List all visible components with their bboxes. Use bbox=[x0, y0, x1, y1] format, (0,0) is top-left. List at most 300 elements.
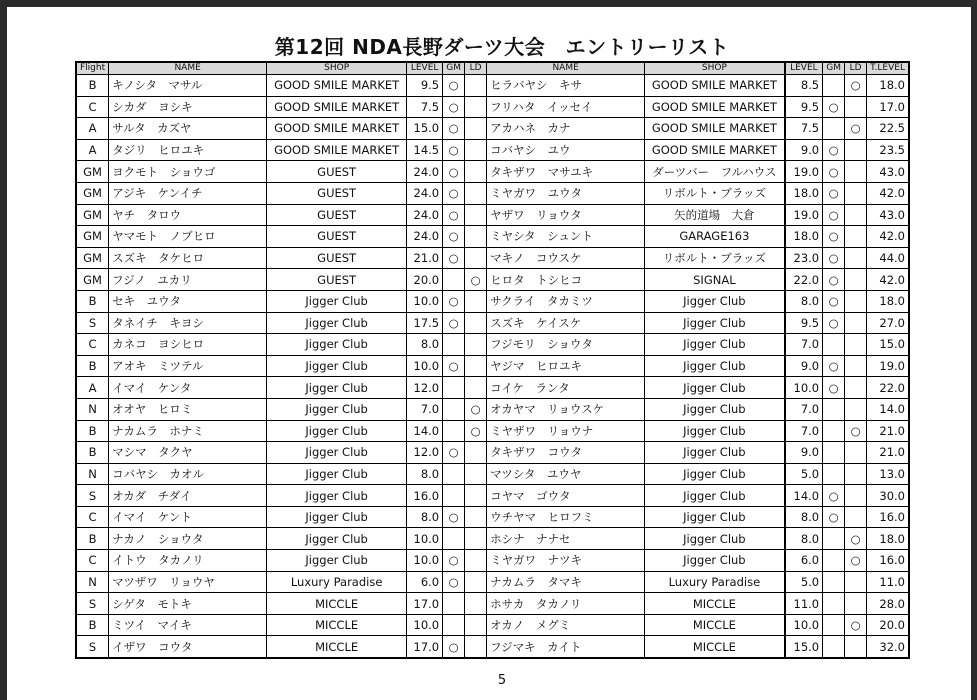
cell-tlevel: 42.0 bbox=[867, 226, 909, 248]
cell-name: マシマ タクヤ bbox=[109, 442, 267, 464]
cell-name2: ミヤガワ ユウタ bbox=[487, 182, 645, 204]
cell-shop2: Jigger Club bbox=[645, 334, 785, 356]
table-row bbox=[76, 593, 909, 615]
cell-tlevel: 13.0 bbox=[867, 463, 909, 485]
cell-tlevel: 22.5 bbox=[867, 118, 909, 140]
cell-gm: ○ bbox=[443, 636, 465, 658]
cell-flight: S bbox=[76, 593, 109, 615]
cell-name: サルタ カズヤ bbox=[109, 118, 267, 140]
cell-level: 15.0 bbox=[407, 118, 443, 140]
cell-name2: アカハネ カナ bbox=[487, 118, 645, 140]
cell-gm2: ○ bbox=[823, 247, 845, 269]
cell-ld2: ○ bbox=[845, 614, 867, 636]
cell-name2: オカノ メグミ bbox=[487, 614, 645, 636]
col-header-gm2: GM bbox=[823, 62, 845, 75]
cell-shop2: Jigger Club bbox=[645, 420, 785, 442]
cell-level2: 9.0 bbox=[785, 355, 823, 377]
cell-gm2 bbox=[823, 442, 845, 464]
cell-name2: ヒロタ トシヒコ bbox=[487, 269, 645, 291]
cell-gm bbox=[443, 528, 465, 550]
cell-ld2: ○ bbox=[845, 118, 867, 140]
cell-level: 14.0 bbox=[407, 420, 443, 442]
cell-name: マツザワ リョウヤ bbox=[109, 571, 267, 593]
cell-shop2: MICCLE bbox=[645, 593, 785, 615]
cell-tlevel: 42.0 bbox=[867, 269, 909, 291]
cell-gm: ○ bbox=[443, 312, 465, 334]
cell-level2: 5.0 bbox=[785, 463, 823, 485]
cell-ld bbox=[465, 550, 487, 572]
cell-shop2: GARAGE163 bbox=[645, 226, 785, 248]
cell-flight: B bbox=[76, 355, 109, 377]
cell-ld bbox=[465, 506, 487, 528]
cell-flight: A bbox=[76, 377, 109, 399]
cell-shop2: Jigger Club bbox=[645, 398, 785, 420]
cell-gm2: ○ bbox=[823, 355, 845, 377]
cell-flight: B bbox=[76, 420, 109, 442]
cell-ld: ○ bbox=[465, 398, 487, 420]
table-row bbox=[76, 226, 909, 248]
cell-ld bbox=[465, 442, 487, 464]
cell-level2: 14.0 bbox=[785, 485, 823, 507]
cell-name2: フリハタ イッセイ bbox=[487, 96, 645, 118]
col-header-shop2: SHOP bbox=[645, 62, 785, 75]
table-row bbox=[76, 506, 909, 528]
col-header-tlevel: T.LEVEL bbox=[867, 62, 909, 75]
cell-name: イマイ ケント bbox=[109, 506, 267, 528]
cell-level2: 10.0 bbox=[785, 377, 823, 399]
cell-gm: ○ bbox=[443, 139, 465, 161]
cell-flight: GM bbox=[76, 247, 109, 269]
cell-shop: Jigger Club bbox=[267, 398, 407, 420]
cell-gm2: ○ bbox=[823, 290, 845, 312]
cell-ld bbox=[465, 355, 487, 377]
cell-gm2 bbox=[823, 420, 845, 442]
cell-name: ヤマモト ノブヒロ bbox=[109, 226, 267, 248]
table-row bbox=[76, 398, 909, 420]
cell-level2: 23.0 bbox=[785, 247, 823, 269]
table-row bbox=[76, 269, 909, 291]
cell-gm2 bbox=[823, 571, 845, 593]
cell-gm: ○ bbox=[443, 204, 465, 226]
cell-tlevel: 16.0 bbox=[867, 506, 909, 528]
cell-tlevel: 16.0 bbox=[867, 550, 909, 572]
cell-flight: A bbox=[76, 118, 109, 140]
cell-ld2 bbox=[845, 485, 867, 507]
cell-gm: ○ bbox=[443, 571, 465, 593]
cell-gm2: ○ bbox=[823, 182, 845, 204]
cell-ld bbox=[465, 161, 487, 183]
table-row bbox=[76, 161, 909, 183]
cell-level: 12.0 bbox=[407, 442, 443, 464]
cell-name: イトウ タカノリ bbox=[109, 550, 267, 572]
cell-gm2 bbox=[823, 118, 845, 140]
cell-ld2 bbox=[845, 334, 867, 356]
cell-shop2: Jigger Club bbox=[645, 463, 785, 485]
cell-level: 12.0 bbox=[407, 377, 443, 399]
cell-gm2: ○ bbox=[823, 139, 845, 161]
cell-ld bbox=[465, 290, 487, 312]
cell-ld: ○ bbox=[465, 420, 487, 442]
cell-name: イマイ ケンタ bbox=[109, 377, 267, 399]
cell-shop: GOOD SMILE MARKET bbox=[267, 139, 407, 161]
cell-level: 9.5 bbox=[407, 75, 443, 97]
cell-name: ナカムラ ホナミ bbox=[109, 420, 267, 442]
cell-tlevel: 14.0 bbox=[867, 398, 909, 420]
cell-level: 24.0 bbox=[407, 204, 443, 226]
cell-tlevel: 15.0 bbox=[867, 334, 909, 356]
cell-tlevel: 23.5 bbox=[867, 139, 909, 161]
cell-level: 8.0 bbox=[407, 463, 443, 485]
cell-shop2: MICCLE bbox=[645, 636, 785, 658]
cell-flight: B bbox=[76, 75, 109, 97]
cell-shop2: MICCLE bbox=[645, 614, 785, 636]
table-row bbox=[76, 204, 909, 226]
cell-level: 24.0 bbox=[407, 161, 443, 183]
cell-level2: 7.0 bbox=[785, 420, 823, 442]
cell-shop: Jigger Club bbox=[267, 312, 407, 334]
cell-name2: ヤザワ リョウタ bbox=[487, 204, 645, 226]
table-row bbox=[76, 614, 909, 636]
cell-shop2: ダーツバー フルハウス bbox=[645, 161, 785, 183]
cell-name: タネイチ キヨシ bbox=[109, 312, 267, 334]
document-page bbox=[7, 7, 971, 700]
cell-gm2: ○ bbox=[823, 312, 845, 334]
cell-tlevel: 42.0 bbox=[867, 182, 909, 204]
cell-level2: 8.0 bbox=[785, 528, 823, 550]
cell-ld2 bbox=[845, 398, 867, 420]
cell-ld2 bbox=[845, 312, 867, 334]
cell-name2: スズキ ケイスケ bbox=[487, 312, 645, 334]
cell-name2: サクライ タカミツ bbox=[487, 290, 645, 312]
cell-name: ヨクモト ショウゴ bbox=[109, 161, 267, 183]
cell-gm2 bbox=[823, 593, 845, 615]
cell-flight: GM bbox=[76, 182, 109, 204]
cell-flight: B bbox=[76, 442, 109, 464]
cell-flight: N bbox=[76, 463, 109, 485]
cell-shop2: リボルト・ブラッズ bbox=[645, 182, 785, 204]
cell-tlevel: 20.0 bbox=[867, 614, 909, 636]
cell-level: 24.0 bbox=[407, 226, 443, 248]
cell-level: 7.5 bbox=[407, 96, 443, 118]
cell-ld bbox=[465, 528, 487, 550]
cell-ld2: ○ bbox=[845, 528, 867, 550]
cell-level: 10.0 bbox=[407, 290, 443, 312]
cell-ld bbox=[465, 485, 487, 507]
table-row bbox=[76, 96, 909, 118]
cell-name2: タキザワ コウタ bbox=[487, 442, 645, 464]
col-header-flight: Flight bbox=[76, 62, 109, 75]
cell-ld bbox=[465, 96, 487, 118]
cell-level: 16.0 bbox=[407, 485, 443, 507]
cell-ld bbox=[465, 226, 487, 248]
cell-shop2: Jigger Club bbox=[645, 290, 785, 312]
cell-tlevel: 22.0 bbox=[867, 377, 909, 399]
cell-tlevel: 18.0 bbox=[867, 528, 909, 550]
cell-name: シカダ ヨシキ bbox=[109, 96, 267, 118]
cell-name: ミツイ マイキ bbox=[109, 614, 267, 636]
cell-name: シゲタ モトキ bbox=[109, 593, 267, 615]
cell-level2: 5.0 bbox=[785, 571, 823, 593]
cell-flight: C bbox=[76, 550, 109, 572]
cell-flight: S bbox=[76, 312, 109, 334]
cell-gm2: ○ bbox=[823, 161, 845, 183]
cell-name2: ヤジマ ヒロユキ bbox=[487, 355, 645, 377]
cell-shop2: 矢的道場 大倉 bbox=[645, 204, 785, 226]
cell-name2: フジモリ ショウタ bbox=[487, 334, 645, 356]
cell-name2: ホサカ タカノリ bbox=[487, 593, 645, 615]
cell-flight: GM bbox=[76, 204, 109, 226]
cell-shop: GUEST bbox=[267, 182, 407, 204]
cell-flight: S bbox=[76, 636, 109, 658]
cell-shop: MICCLE bbox=[267, 636, 407, 658]
cell-shop: Jigger Club bbox=[267, 334, 407, 356]
cell-shop: GUEST bbox=[267, 247, 407, 269]
cell-ld2 bbox=[845, 290, 867, 312]
cell-gm: ○ bbox=[443, 182, 465, 204]
cell-name: タジリ ヒロユキ bbox=[109, 139, 267, 161]
table-row bbox=[76, 139, 909, 161]
cell-ld2 bbox=[845, 355, 867, 377]
cell-ld2 bbox=[845, 204, 867, 226]
cell-ld2: ○ bbox=[845, 75, 867, 97]
cell-shop2: Jigger Club bbox=[645, 550, 785, 572]
cell-gm2 bbox=[823, 334, 845, 356]
cell-name: スズキ タケヒロ bbox=[109, 247, 267, 269]
cell-name2: ミヤガワ ナツキ bbox=[487, 550, 645, 572]
cell-level2: 9.0 bbox=[785, 139, 823, 161]
cell-ld2 bbox=[845, 247, 867, 269]
cell-tlevel: 28.0 bbox=[867, 593, 909, 615]
cell-level: 24.0 bbox=[407, 182, 443, 204]
cell-level: 8.0 bbox=[407, 506, 443, 528]
cell-name2: マキノ コウスケ bbox=[487, 247, 645, 269]
cell-tlevel: 43.0 bbox=[867, 161, 909, 183]
cell-ld bbox=[465, 593, 487, 615]
col-header-ld2: LD bbox=[845, 62, 867, 75]
cell-ld bbox=[465, 75, 487, 97]
cell-gm: ○ bbox=[443, 355, 465, 377]
cell-name2: オカヤマ リョウスケ bbox=[487, 398, 645, 420]
cell-shop2: Luxury Paradise bbox=[645, 571, 785, 593]
cell-tlevel: 11.0 bbox=[867, 571, 909, 593]
cell-ld2 bbox=[845, 139, 867, 161]
cell-shop: GOOD SMILE MARKET bbox=[267, 118, 407, 140]
cell-gm: ○ bbox=[443, 442, 465, 464]
cell-shop: Jigger Club bbox=[267, 377, 407, 399]
cell-level2: 6.0 bbox=[785, 550, 823, 572]
cell-ld bbox=[465, 139, 487, 161]
cell-tlevel: 18.0 bbox=[867, 75, 909, 97]
cell-shop2: Jigger Club bbox=[645, 442, 785, 464]
cell-name2: ミヤザワ リョウナ bbox=[487, 420, 645, 442]
cell-ld bbox=[465, 182, 487, 204]
col-header-gm: GM bbox=[443, 62, 465, 75]
cell-name: アオキ ミツテル bbox=[109, 355, 267, 377]
cell-gm: ○ bbox=[443, 75, 465, 97]
cell-gm2: ○ bbox=[823, 485, 845, 507]
cell-level2: 8.0 bbox=[785, 290, 823, 312]
cell-level: 7.0 bbox=[407, 398, 443, 420]
cell-ld2 bbox=[845, 226, 867, 248]
cell-level2: 19.0 bbox=[785, 204, 823, 226]
cell-gm2: ○ bbox=[823, 226, 845, 248]
cell-gm bbox=[443, 420, 465, 442]
cell-flight: B bbox=[76, 528, 109, 550]
cell-gm2 bbox=[823, 463, 845, 485]
table-row bbox=[76, 636, 909, 658]
cell-tlevel: 21.0 bbox=[867, 420, 909, 442]
cell-flight: B bbox=[76, 290, 109, 312]
cell-name: コバヤシ カオル bbox=[109, 463, 267, 485]
cell-level2: 11.0 bbox=[785, 593, 823, 615]
cell-ld bbox=[465, 614, 487, 636]
page-number: 5 bbox=[497, 673, 507, 688]
cell-shop: GUEST bbox=[267, 204, 407, 226]
cell-level2: 7.0 bbox=[785, 334, 823, 356]
col-header-level2: LEVEL bbox=[785, 62, 823, 75]
cell-name: フジノ ユカリ bbox=[109, 269, 267, 291]
col-header-ld: LD bbox=[465, 62, 487, 75]
cell-ld bbox=[465, 377, 487, 399]
cell-shop: Jigger Club bbox=[267, 463, 407, 485]
cell-level2: 7.0 bbox=[785, 398, 823, 420]
cell-name: オカダ チダイ bbox=[109, 485, 267, 507]
cell-level2: 9.5 bbox=[785, 312, 823, 334]
cell-shop2: SIGNAL bbox=[645, 269, 785, 291]
cell-gm2 bbox=[823, 75, 845, 97]
cell-gm: ○ bbox=[443, 96, 465, 118]
cell-ld bbox=[465, 334, 487, 356]
cell-level: 17.0 bbox=[407, 593, 443, 615]
col-header-name: NAME bbox=[109, 62, 267, 75]
cell-ld2 bbox=[845, 96, 867, 118]
cell-shop: GUEST bbox=[267, 161, 407, 183]
cell-name: ヤチ タロウ bbox=[109, 204, 267, 226]
cell-level: 10.0 bbox=[407, 355, 443, 377]
cell-shop2: Jigger Club bbox=[645, 377, 785, 399]
cell-level: 17.0 bbox=[407, 636, 443, 658]
cell-ld bbox=[465, 571, 487, 593]
cell-name2: コイケ ランタ bbox=[487, 377, 645, 399]
cell-shop: GUEST bbox=[267, 226, 407, 248]
cell-ld bbox=[465, 463, 487, 485]
cell-name2: タキザワ マサユキ bbox=[487, 161, 645, 183]
cell-ld2 bbox=[845, 463, 867, 485]
cell-name: キノシタ マサル bbox=[109, 75, 267, 97]
cell-shop: GOOD SMILE MARKET bbox=[267, 75, 407, 97]
table-row bbox=[76, 247, 909, 269]
table-row bbox=[76, 550, 909, 572]
cell-shop2: GOOD SMILE MARKET bbox=[645, 118, 785, 140]
table-row bbox=[76, 290, 909, 312]
table-row bbox=[76, 355, 909, 377]
cell-gm bbox=[443, 377, 465, 399]
table-row bbox=[76, 118, 909, 140]
table-row bbox=[76, 377, 909, 399]
cell-shop: Luxury Paradise bbox=[267, 571, 407, 593]
cell-flight: B bbox=[76, 614, 109, 636]
cell-tlevel: 21.0 bbox=[867, 442, 909, 464]
table-row bbox=[76, 571, 909, 593]
cell-gm: ○ bbox=[443, 161, 465, 183]
table-row bbox=[76, 420, 909, 442]
cell-name: カネコ ヨシヒロ bbox=[109, 334, 267, 356]
cell-shop2: Jigger Club bbox=[645, 506, 785, 528]
col-header-shop: SHOP bbox=[267, 62, 407, 75]
cell-gm bbox=[443, 334, 465, 356]
cell-level2: 15.0 bbox=[785, 636, 823, 658]
cell-gm2: ○ bbox=[823, 96, 845, 118]
cell-name2: ヒラバヤシ キサ bbox=[487, 75, 645, 97]
cell-gm bbox=[443, 614, 465, 636]
cell-ld2 bbox=[845, 377, 867, 399]
header-row bbox=[76, 62, 909, 75]
cell-ld2 bbox=[845, 161, 867, 183]
cell-level: 20.0 bbox=[407, 269, 443, 291]
cell-level2: 8.0 bbox=[785, 506, 823, 528]
cell-shop2: GOOD SMILE MARKET bbox=[645, 75, 785, 97]
cell-shop: Jigger Club bbox=[267, 355, 407, 377]
cell-ld2 bbox=[845, 269, 867, 291]
cell-flight: N bbox=[76, 398, 109, 420]
cell-shop: Jigger Club bbox=[267, 442, 407, 464]
cell-tlevel: 17.0 bbox=[867, 96, 909, 118]
cell-shop2: Jigger Club bbox=[645, 528, 785, 550]
cell-tlevel: 30.0 bbox=[867, 485, 909, 507]
cell-level2: 8.5 bbox=[785, 75, 823, 97]
cell-flight: C bbox=[76, 506, 109, 528]
cell-name2: ウチヤマ ヒロフミ bbox=[487, 506, 645, 528]
cell-gm2 bbox=[823, 398, 845, 420]
table-row bbox=[76, 442, 909, 464]
cell-gm: ○ bbox=[443, 226, 465, 248]
cell-shop: Jigger Club bbox=[267, 290, 407, 312]
cell-flight: GM bbox=[76, 269, 109, 291]
cell-level2: 9.0 bbox=[785, 442, 823, 464]
cell-level2: 10.0 bbox=[785, 614, 823, 636]
cell-ld2 bbox=[845, 636, 867, 658]
cell-level2: 18.0 bbox=[785, 226, 823, 248]
cell-shop: Jigger Club bbox=[267, 528, 407, 550]
cell-shop2: GOOD SMILE MARKET bbox=[645, 96, 785, 118]
col-header-name2: NAME bbox=[487, 62, 645, 75]
cell-gm2 bbox=[823, 550, 845, 572]
cell-ld2 bbox=[845, 571, 867, 593]
cell-level2: 22.0 bbox=[785, 269, 823, 291]
cell-flight: C bbox=[76, 96, 109, 118]
cell-level: 10.0 bbox=[407, 614, 443, 636]
cell-gm2: ○ bbox=[823, 506, 845, 528]
cell-gm bbox=[443, 398, 465, 420]
cell-shop2: GOOD SMILE MARKET bbox=[645, 139, 785, 161]
cell-level: 17.5 bbox=[407, 312, 443, 334]
cell-shop: Jigger Club bbox=[267, 550, 407, 572]
cell-tlevel: 19.0 bbox=[867, 355, 909, 377]
cell-ld2 bbox=[845, 506, 867, 528]
cell-shop: Jigger Club bbox=[267, 485, 407, 507]
cell-flight: N bbox=[76, 571, 109, 593]
entry-list-table bbox=[75, 61, 910, 659]
cell-level: 14.5 bbox=[407, 139, 443, 161]
cell-flight: A bbox=[76, 139, 109, 161]
cell-name2: ホシナ ナナセ bbox=[487, 528, 645, 550]
cell-shop: Jigger Club bbox=[267, 506, 407, 528]
col-header-level: LEVEL bbox=[407, 62, 443, 75]
cell-name2: フジマキ カイト bbox=[487, 636, 645, 658]
cell-shop2: Jigger Club bbox=[645, 485, 785, 507]
cell-ld2 bbox=[845, 593, 867, 615]
cell-gm bbox=[443, 593, 465, 615]
